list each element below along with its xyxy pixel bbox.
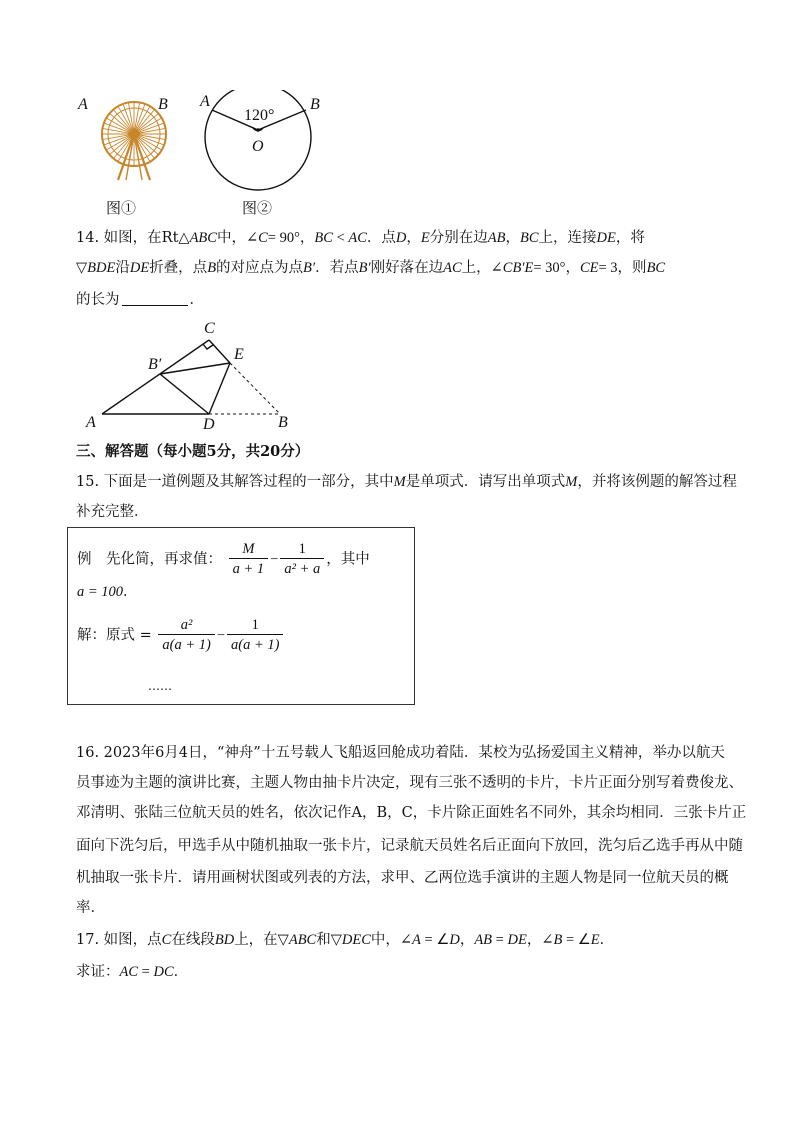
fraction-den: a² + a [284,561,321,577]
q14-text: 中，∠ [216,230,259,246]
q14-text: 的长为 [76,292,120,308]
q17-var: ABC [288,932,317,948]
q17-var: BD [214,932,235,948]
q17-text: = [492,932,508,948]
fig1-point-a: A [78,96,88,113]
q14-figure [84,320,294,432]
q14-text: = 3，则 [598,260,647,276]
q14-fig-point-e: E [234,346,244,363]
minus-sign: − [216,627,226,644]
q14-text: ． [189,292,204,308]
fig1-label: 图① [106,199,137,217]
q14-var: BDE [87,260,116,276]
q14-text: 上，∠ [461,260,503,276]
q14-text: ．若点 [315,260,359,276]
q17-text: 在线段 [171,932,215,948]
fraction-num: 1 [227,616,283,635]
q17-text: = [138,964,154,980]
fig2-point-a: A [200,93,210,110]
fraction-num: a² [158,616,214,635]
q14-fig-point-a: A [86,414,96,431]
fraction [227,616,283,655]
example-line1 [77,540,370,579]
q17-text: = ∠ [562,932,591,948]
q14-fig-point-c: C [204,320,215,337]
q14-var: AC [348,230,367,246]
example-text: ． [123,584,138,600]
q14-line1 [76,228,645,248]
q14-text: ▽ [76,260,88,276]
q15-text: ，并将该例题的解答过程 [577,474,737,490]
q17-text: ． [599,932,615,948]
q14-text: 刚好落在边 [370,260,444,276]
example-text: ，其中 [326,551,370,568]
fraction-den: a + 1 [232,561,265,577]
q14-text: ．点 [366,230,396,246]
q16-line4: 面向下洗匀后，甲选手从中随机抽取一张卡片，记录航天员姓名后正面向下放回，洗匀后乙选手再从中随 [76,838,743,854]
q14-text: 分别在边 [429,230,488,246]
q14-text: 的对应点为点 [216,260,304,276]
q14-text: 折叠，点 [149,260,208,276]
q14-fig-point-d: D [203,416,215,433]
q15-text: 是单项式．请写出单项式 [405,474,566,490]
q17-line1 [76,930,614,950]
q14-text: = 90°， [267,230,315,246]
q15-num: 15. [76,474,100,490]
fraction-den: a(a + 1) [162,637,211,653]
q17-line2 [76,962,188,982]
q17-text: 上，在▽ [234,932,289,948]
q14-var: E [420,230,430,246]
q14-var: B′ [358,260,371,276]
answer-blank[interactable] [122,291,188,306]
example-label: 例 先化简，再求值： [77,551,222,568]
ellipsis: …… [148,679,172,693]
q14-var: D [395,230,407,246]
example-line2 [77,582,138,602]
q14-var: CB′E [502,260,534,276]
q17-text: 和▽ [316,932,342,948]
q17-text: ． [173,964,189,980]
q14-text: ，将 [615,230,645,246]
q14-var: C [258,230,268,246]
q14-line3 [76,290,204,310]
fraction-den: a(a + 1) [231,637,280,653]
fraction [158,616,214,655]
q14-var: DE [129,260,150,276]
fig2-point-b: B [310,96,320,113]
fig1-point-b: B [158,96,168,113]
q17-var: E [590,932,600,948]
q14-var: ABC [189,230,217,246]
minus-sign: − [270,551,279,568]
q16-line5: 机抽取一张卡片．请用画树状图或列表的方法，求甲、乙两位选手演讲的主题人物是同一位航天员的概 [76,870,729,886]
q15-var: M [565,474,578,490]
q16-line3: 邓清明、张陆三位航天员的姓名，依次记作A，B，C，卡片除正面姓名不同外，其余均相同．三张卡片正 [76,805,747,821]
fraction-num: M [229,540,269,559]
q17-text: ， [459,932,475,948]
q14-var: AB [487,230,506,246]
q16-line1: 16. 2023年6月4日，“神舟”十五号载人飞船返回舱成功着陆．某校为弘扬爱国主义精神，举办以航天 [76,745,725,761]
q14-text: < [332,230,349,246]
fraction [229,540,269,579]
q17-text: 求证： [76,964,120,980]
q14-var: BC [519,230,539,246]
fraction [280,540,324,579]
q16-line2: 员事迹为主题的演讲比赛，主题人物由抽卡片决定，现有三张不透明的卡片，卡片正面分别写着费俊龙、 [76,775,743,791]
q14-text: ， [505,230,520,246]
q17-var: C [161,932,172,948]
solution-label: 解：原式 = [77,627,152,644]
example-box [67,527,415,705]
section-title: 三、解答题（每小题5分，共20分） [76,443,310,460]
q14-var: DE [596,230,616,246]
q16-line6: 率． [76,900,105,916]
q14-var: BC [646,260,666,276]
ferris-wheel-figure [74,88,186,188]
q17-var: DE [507,932,527,948]
fraction-num: 1 [280,540,324,559]
q14-line2 [76,258,665,278]
q14-text: 上，连接 [538,230,597,246]
q17-var: AC [119,964,139,980]
fig2-angle-label: 120° [244,107,275,124]
q14-var: B′ [303,260,316,276]
q14-text: 沿 [115,260,130,276]
fig2-label: 图② [242,199,273,217]
q17-text: = ∠ [420,932,450,948]
q15-line2: 补充完整． [76,504,149,520]
q15-var: M [393,474,406,490]
q14-text: 如图，在Rt△ [103,230,190,246]
q17-var: DEC [341,932,371,948]
q14-var: BC [314,230,333,246]
q17-num: 17. [76,932,100,948]
q17-var: A [412,932,421,948]
q17-var: DC [153,964,174,980]
condition: a = 100 [77,584,124,600]
q17-var: AB [474,932,493,948]
q14-var: AC [443,260,462,276]
q17-var: B [553,932,563,948]
q15-text: 下面是一道例题及其解答过程的一部分，其中 [103,474,394,490]
q17-text: 中，∠ [370,932,413,948]
q17-text: ，∠ [526,932,554,948]
q15-line1 [76,472,737,492]
q17-var: D [449,932,460,948]
q14-text: = 30°， [533,260,580,276]
q14-text: ， [406,230,421,246]
q17-text: 如图，点 [103,932,162,948]
q14-fig-point-b: B [278,414,288,431]
q14-var: CE [579,260,599,276]
q14-num: 14. [76,230,100,246]
q14-var: B [207,260,217,276]
fig2-point-o: O [252,138,264,155]
q14-fig-point-b-prime: B′ [148,356,162,373]
example-line3 [77,616,285,655]
